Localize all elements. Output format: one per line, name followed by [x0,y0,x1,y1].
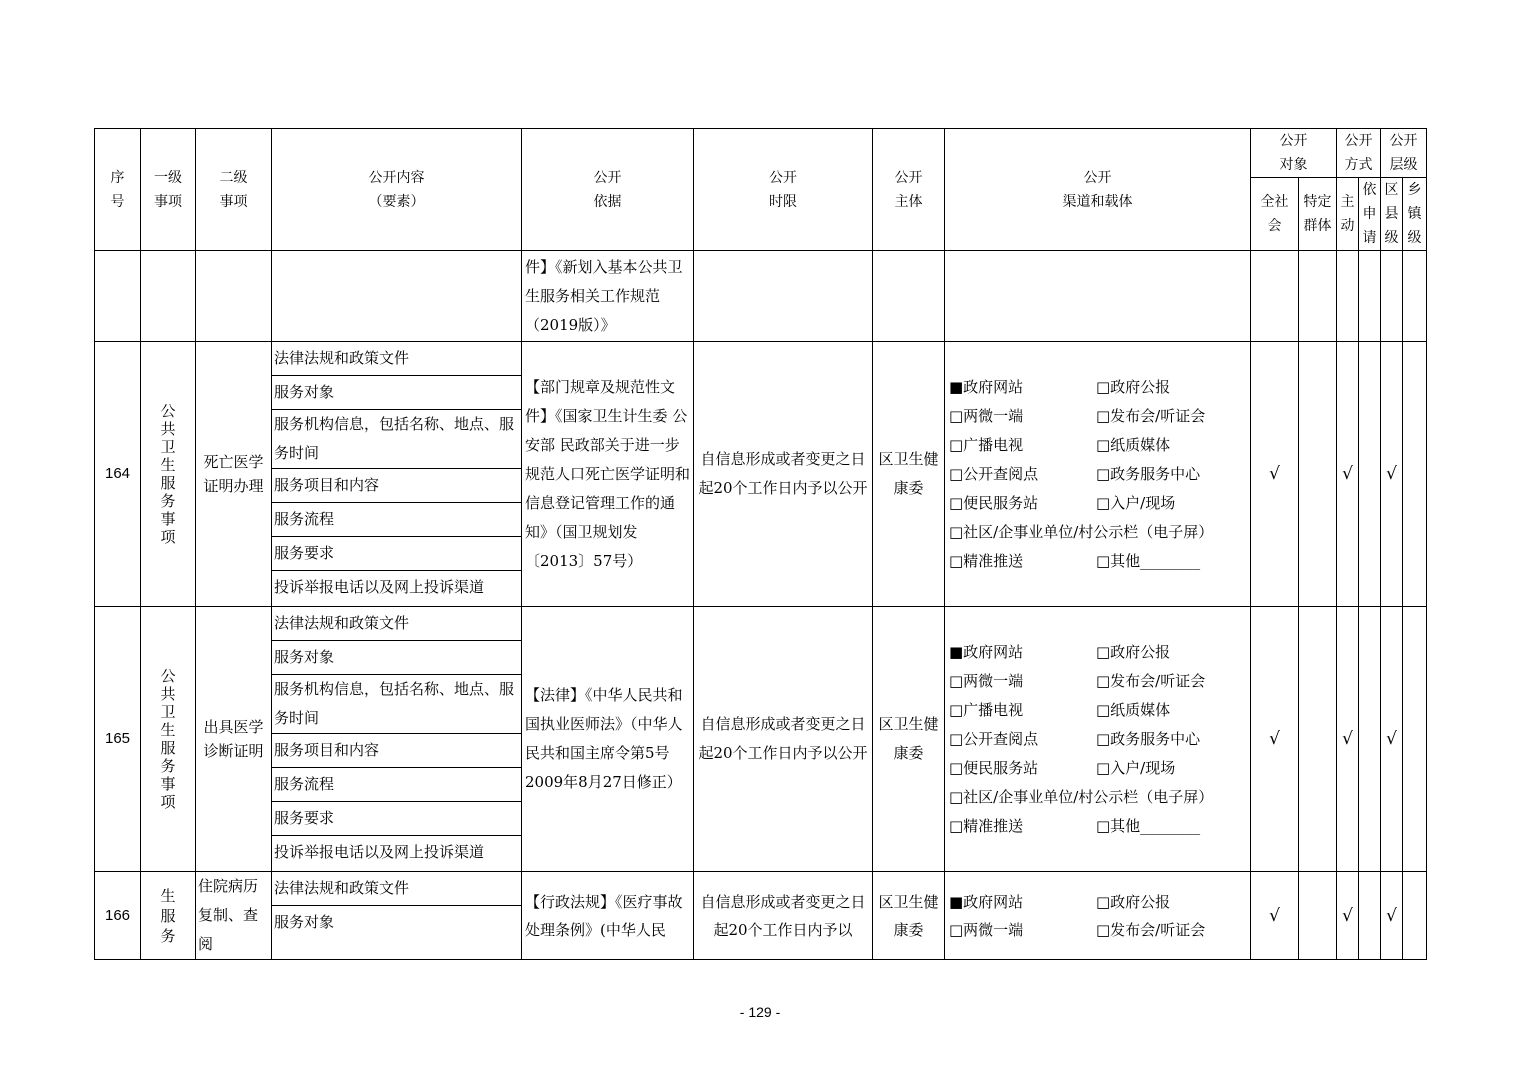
row-method-active: √ [1337,872,1359,960]
channel-row: □公开查阅点 □政务服务中心 [949,729,1201,748]
row-level1: 生服务 [141,872,196,960]
header-basis: 公开 依据 [522,129,694,251]
row-level2: 出具医学诊断证明 [196,607,272,872]
row-subject: 区卫生健康委 [873,872,945,960]
table-row [95,342,1427,607]
row-method-active: √ [1337,607,1359,872]
row-target-all: √ [1251,872,1299,960]
channel-row: □广播电视 □纸质媒体 [949,435,1171,454]
row-items [272,342,522,607]
row-target-specific [1299,342,1337,607]
channel-row: □精准推送 □其他________ [949,816,1201,835]
header-row-1 [95,129,1427,178]
list-item: 投诉举报电话以及网上投诉渠道 [274,578,485,596]
header-content: 公开内容 （要素） [272,129,522,251]
row-items [272,872,522,960]
header-level-district: 区 县 级 [1381,178,1403,251]
list-item: 法律法规和政策文件 [272,342,521,376]
header-level1: 一级 事项 [141,129,196,251]
table-row [95,607,1427,872]
row-level-district: √ [1381,342,1403,607]
row-level-town [1403,607,1427,872]
channel-row: ■政府网站 □政府公报 [949,892,1171,911]
row-level-town [1403,342,1427,607]
header-level: 公开 层级 [1381,129,1427,178]
row-level1: 公共卫生服务事项 [141,342,196,607]
row-level-district: √ [1381,872,1403,960]
channel-row: □社区/企事业单位/村公示栏（电子屏） [949,787,1214,806]
channel-row: □社区/企事业单位/村公示栏（电子屏） [949,522,1214,541]
list-item: 服务流程 [272,503,521,537]
row-level-district: √ [1381,607,1403,872]
header-time-limit: 公开 时限 [694,129,873,251]
channel-row: ■政府网站 □政府公报 [949,377,1171,396]
list-item: 法律法规和政策文件 [272,607,521,641]
row-level2: 住院病历复制、查阅 [196,872,272,960]
header-target: 公开 对象 [1251,129,1337,178]
channel-row: □便民服务站 □入户/现场 [949,493,1176,512]
row-basis: 【部门规章及规范性文件】《国家卫生计生委 公安部 民政部关于进一步规范人口死亡医学证明和信息登记管理工作的通知》（国卫规划发〔2013〕57号） [522,342,694,607]
list-item: 投诉举报电话以及网上投诉渠道 [274,843,485,861]
list-item: 服务要求 [272,802,521,836]
header-level2: 二级 事项 [196,129,272,251]
row-channels [945,872,1251,960]
row-subject: 区卫生健康委 [873,342,945,607]
channel-row: □广播电视 □纸质媒体 [949,700,1171,719]
channel-row: □公开查阅点 □政务服务中心 [949,464,1201,483]
continued-row [95,251,1427,342]
list-item: 服务对象 [272,641,521,675]
header-seq: 序 号 [95,129,141,251]
row-method-apply [1359,872,1381,960]
list-item: 服务机构信息，包括名称、地点、服务时间 [272,410,521,469]
channel-row: □两微一端 □发布会/听证会 [949,671,1206,690]
row-channels [945,607,1251,872]
row-target-all: √ [1251,342,1299,607]
table-row [95,872,1427,960]
row-method-active: √ [1337,342,1359,607]
list-item: 服务项目和内容 [272,469,521,503]
list-item: 服务对象 [274,913,335,931]
row-target-specific [1299,607,1337,872]
row-target-all: √ [1251,607,1299,872]
row-seq: 166 [95,872,141,960]
disclosure-table [94,128,1427,960]
header-subject: 公开 主体 [873,129,945,251]
list-item: 法律法规和政策文件 [272,872,521,906]
header-level-town: 乡 镇 级 [1403,178,1427,251]
channel-row: ■政府网站 □政府公报 [949,642,1171,661]
list-item: 服务流程 [272,768,521,802]
row-target-specific [1299,872,1337,960]
row-seq: 164 [95,342,141,607]
row-time-limit: 自信息形成或者变更之日起20个工作日内予以 [694,872,873,960]
row-basis: 【行政法规】《医疗事故处理条例》(中华人民 [522,872,694,960]
row-level2: 死亡医学证明办理 [196,342,272,607]
header-target-all: 全社 会 [1251,178,1299,251]
channel-row: □便民服务站 □入户/现场 [949,758,1176,777]
row-items [272,607,522,872]
row-method-apply [1359,607,1381,872]
list-item: 服务项目和内容 [272,734,521,768]
row-subject: 区卫生健康委 [873,607,945,872]
list-item: 服务机构信息，包括名称、地点、服务时间 [272,675,521,734]
channel-row: □精准推送 □其他________ [949,551,1201,570]
row-time-limit: 自信息形成或者变更之日起20个工作日内予以公开 [694,342,873,607]
header-target-specific: 特定 群体 [1299,178,1337,251]
header-channel: 公开 渠道和载体 [945,129,1251,251]
row-method-apply [1359,342,1381,607]
continued-basis: 件】《新划入基本公共卫生服务相关工作规范（2019版）》 [522,251,694,342]
channel-row: □两微一端 □发布会/听证会 [949,920,1206,939]
row-basis: 【法律】《中华人民共和国执业医师法》（中华人民共和国主席令第5号 2009年8月27日修正） [522,607,694,872]
row-seq: 165 [95,607,141,872]
row-time-limit: 自信息形成或者变更之日起20个工作日内予以公开 [694,607,873,872]
row-channels [945,342,1251,607]
header-method: 公开 方式 [1337,129,1381,178]
list-item: 服务对象 [272,376,521,410]
page-number: - 129 - [739,1004,781,1020]
row-level1: 公共卫生服务事项 [141,607,196,872]
header-method-apply: 依 申 请 [1359,178,1381,251]
header-method-active: 主 动 [1337,178,1359,251]
list-item: 服务要求 [272,537,521,571]
channel-row: □两微一端 □发布会/听证会 [949,406,1206,425]
row-level-town [1403,872,1427,960]
